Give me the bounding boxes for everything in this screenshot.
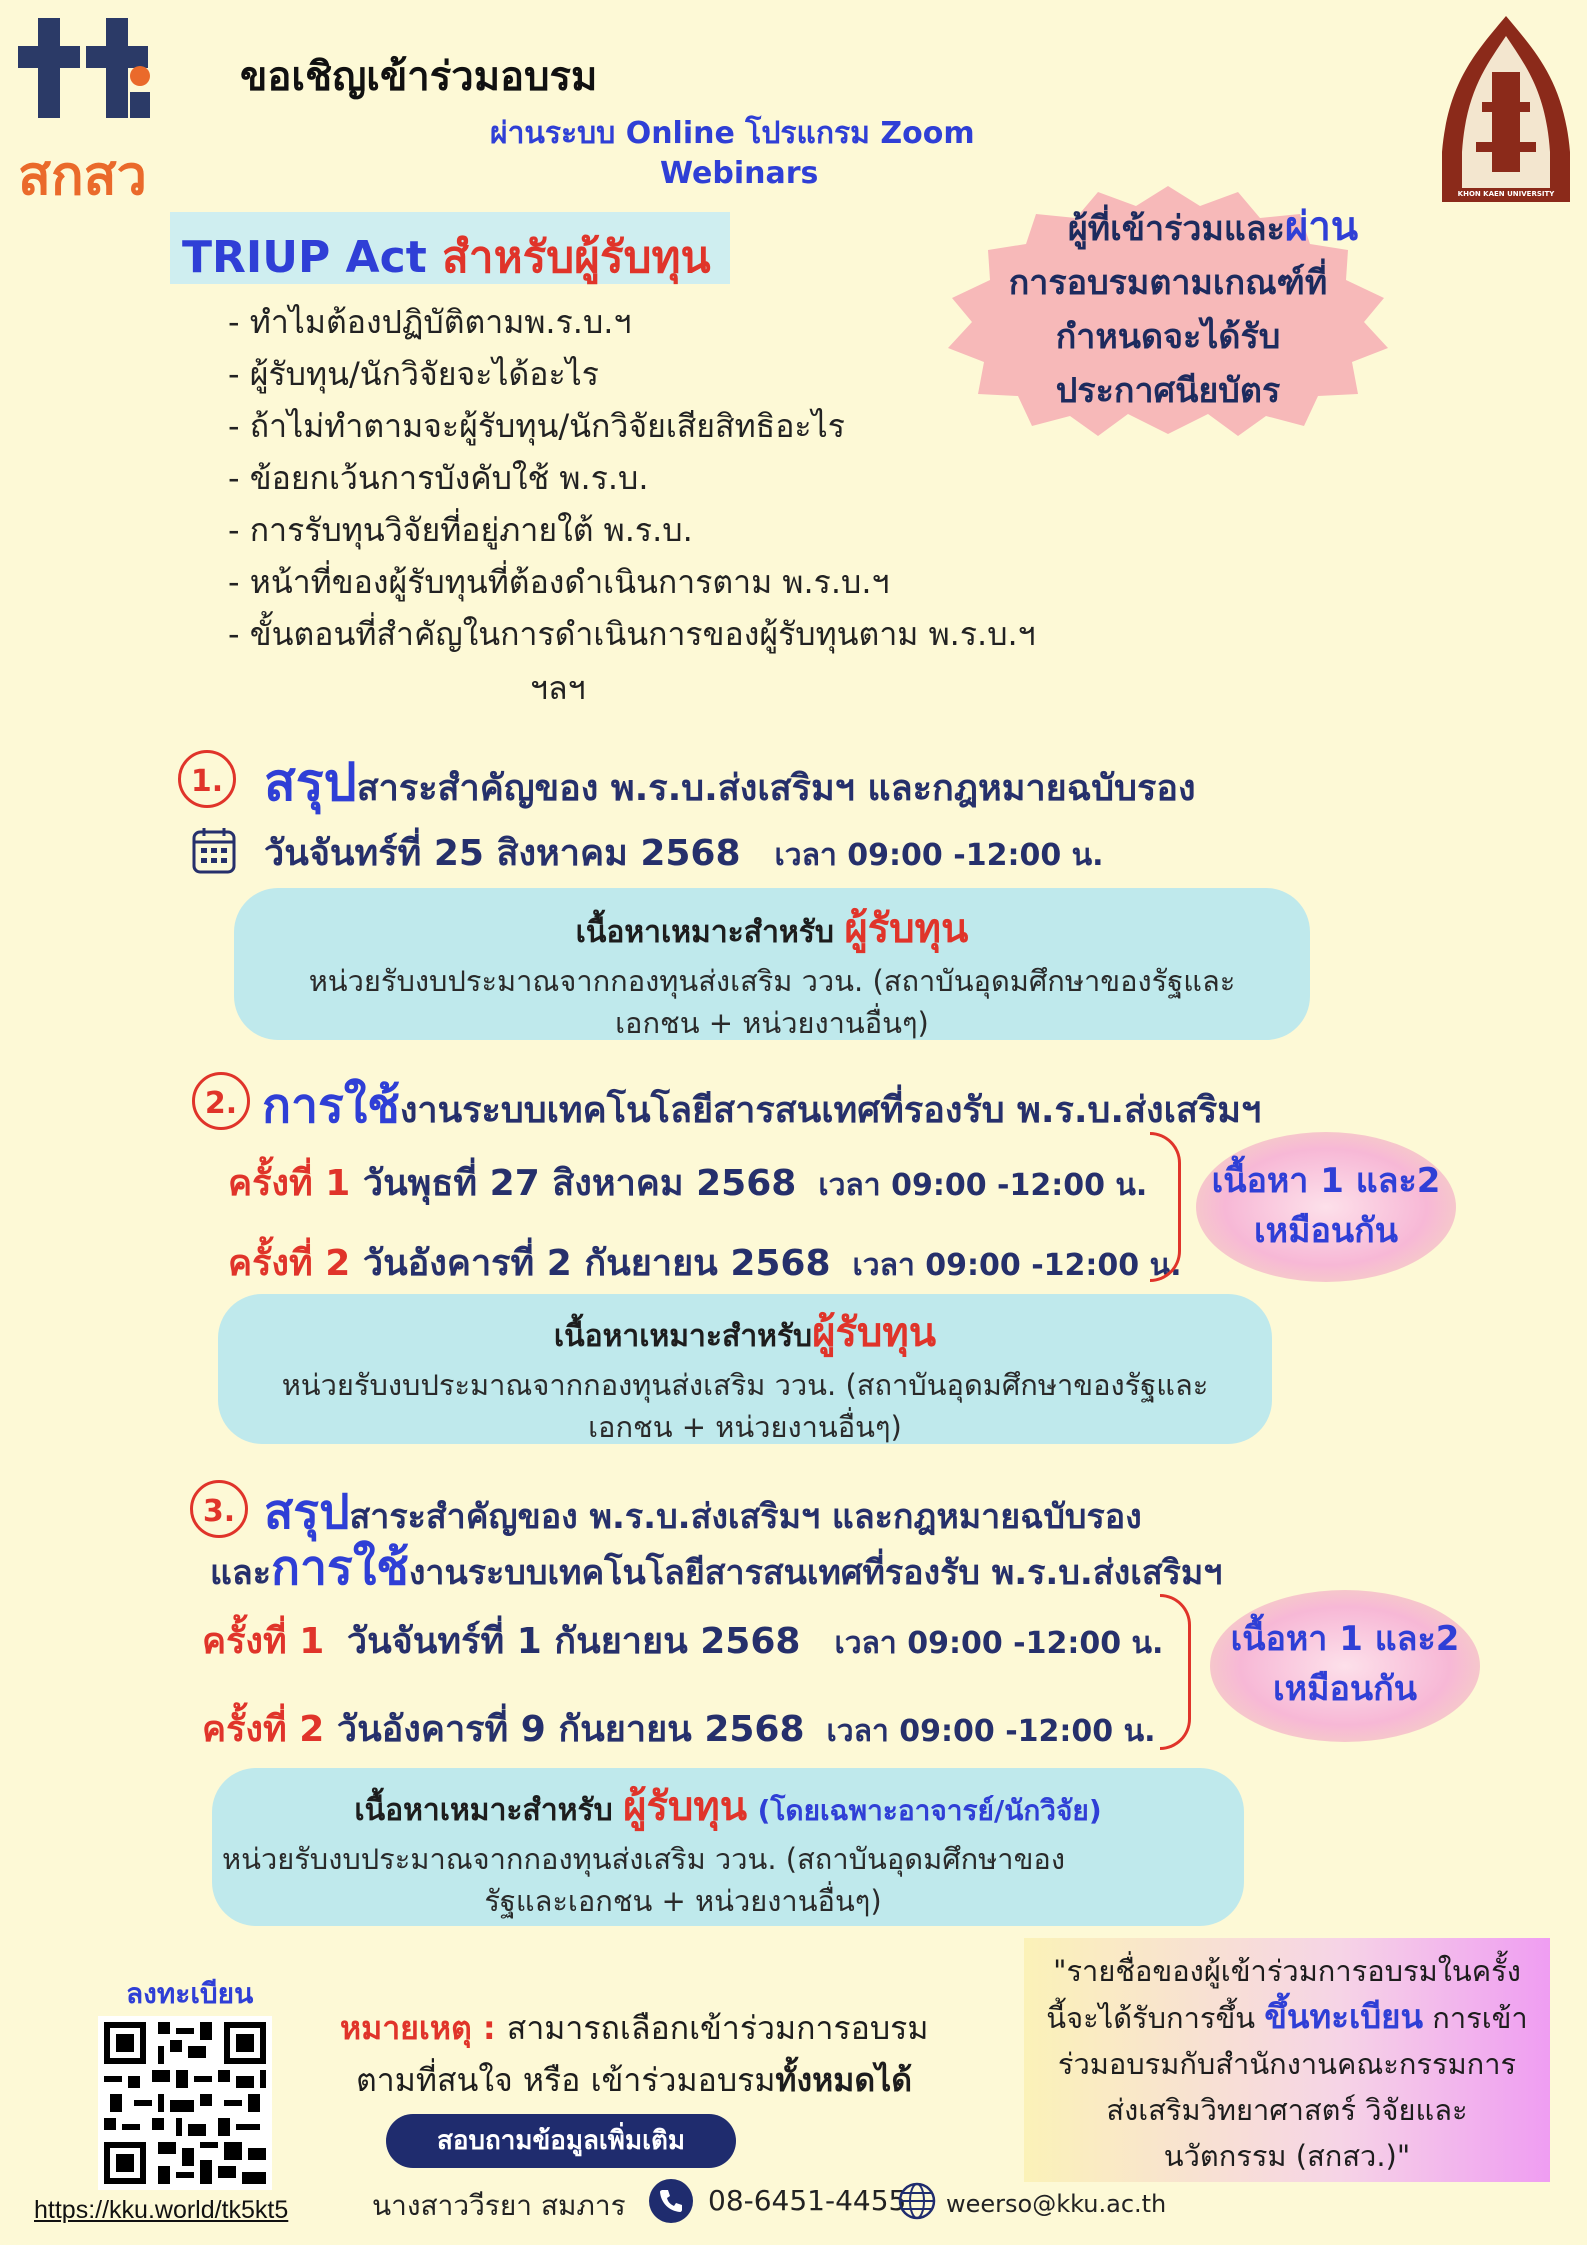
tsri-logo-icon xyxy=(18,18,188,138)
section-2-round-2-label: ครั้งที่ 2 xyxy=(228,1243,351,1284)
certificate-badge-text xyxy=(960,200,1376,418)
section-2-round-1-label: ครั้งที่ 1 xyxy=(228,1163,351,1204)
section-1-date: วันจันทร์ที่ 25 สิงหาคม 2568 xyxy=(264,833,741,874)
section-3-audience-note: (โดยเฉพาะอาจารย์/นักวิจัย) xyxy=(757,1794,1102,1827)
section-2-title-rest: งานระบบเทคโนโลยีสารสนเทศที่รองรับ พ.ร.บ.ส่งเสริมฯ xyxy=(399,1090,1262,1131)
registry-line-4: ส่งเสริมวิทยาศาสตร์ วิจัยและ xyxy=(1106,2093,1468,2127)
registry-line-2: นี้จะได้รับการขึ้น ขึ้นทะเบียน การเข้า xyxy=(1046,1997,1528,2036)
section-1-audience: ผู้รับทุน xyxy=(844,906,969,952)
section-3-round-2-date: วันอังคารที่ 9 กันยายน 2568 xyxy=(336,1709,805,1750)
section-3-round-2 xyxy=(202,1700,1156,1757)
certificate-line-3: กำหนดจะได้รับ xyxy=(1055,317,1281,357)
contact-phone[interactable]: 08-6451-4455 xyxy=(708,2184,907,2217)
section-3-round-2-label: ครั้งที่ 2 xyxy=(202,1709,325,1750)
section-2-round-1-time: เวลา 09:00 -12:00 น. xyxy=(818,1168,1148,1203)
section-3-round-1-date: วันจันทร์ที่ 1 กันยายน 2568 xyxy=(346,1621,801,1662)
topic-bullet: - ผู้รับทุน/นักวิจัยจะได้อะไร xyxy=(228,355,599,393)
topic-title xyxy=(182,222,711,292)
section-3-audience: ผู้รับทุน xyxy=(623,1784,748,1830)
page-subtitle-2: Webinars xyxy=(660,156,819,191)
contact-button[interactable]: สอบถามข้อมูลเพิ่มเติม xyxy=(386,2114,736,2168)
topic-bullet: - ขั้นตอนที่สำคัญในการดำเนินการของผู้รับทุนตาม พ.ร.บ.ฯ xyxy=(228,615,1036,653)
topic-title-funded: สำหรับผู้รับทุน xyxy=(442,232,711,283)
section-2-same-line-1: เนื้อหา 1 และ2 xyxy=(1211,1161,1441,1201)
section-1-desc-2: เอกชน + หน่วยงานอื่นๆ) xyxy=(615,1006,929,1040)
section-3-same-line-1: เนื้อหา 1 และ2 xyxy=(1230,1619,1460,1659)
section-2-audience-box xyxy=(218,1294,1272,1444)
section-2-title xyxy=(262,1068,1261,1144)
section-2-desc-2: เอกชน + หน่วยงานอื่นๆ) xyxy=(588,1410,902,1444)
section-3-title-big-2: การใช้ xyxy=(271,1540,409,1596)
section-3-number: 3. xyxy=(190,1480,248,1538)
section-2-brace xyxy=(1150,1132,1181,1282)
section-3-title-big-1: สรุป xyxy=(264,1484,350,1540)
section-1-audience-head: เนื้อหาเหมาะสำหรับ ผู้รับทุน xyxy=(575,906,969,952)
section-2-round-2 xyxy=(228,1234,1182,1291)
section-3-same-line-2: เหมือนกัน xyxy=(1273,1669,1417,1709)
section-1-number: 1. xyxy=(178,750,236,808)
topic-etc: ฯลฯ xyxy=(530,669,586,707)
certificate-line-1: ผู้ที่เข้าร่วมและผ่าน xyxy=(1067,204,1359,250)
section-1-session xyxy=(264,824,1104,881)
section-2-round-1 xyxy=(228,1154,1147,1211)
section-3-desc-1: หน่วยรับงบประมาณจากกองทุนส่งเสริม ววน. (สถาบันอุดมศึกษาของ xyxy=(222,1842,1065,1876)
section-3-round-2-time: เวลา 09:00 -12:00 น. xyxy=(826,1714,1156,1749)
registry-notice-text xyxy=(1024,1948,1550,2179)
section-3-audience-head: เนื้อหาเหมาะสำหรับ ผู้รับทุน (โดยเฉพาะอาจารย์/นักวิจัย) xyxy=(354,1784,1102,1830)
section-1-audience-box xyxy=(234,888,1310,1040)
tsri-logo xyxy=(18,18,188,208)
section-1-title-rest: สาระสำคัญของ พ.ร.บ.ส่งเสริมฯ และกฎหมายฉบับรอง xyxy=(356,768,1196,809)
section-3-audience-box xyxy=(212,1768,1244,1926)
topic-bullet: - ทำไมต้องปฏิบัติตามพ.ร.บ.ฯ xyxy=(228,303,632,341)
globe-icon xyxy=(898,2182,936,2220)
register-link[interactable]: https://kku.world/tk5kt5 xyxy=(34,2196,289,2224)
section-3-title-2 xyxy=(210,1530,1222,1606)
section-2-audience: ผู้รับทุน xyxy=(812,1310,937,1356)
topic-bullet: - การรับทุนวิจัยที่อยู่ภายใต้ พ.ร.บ. xyxy=(228,511,693,549)
note-line-1: หมายเหตุ : สามารถเลือกเข้าร่วมการอบรม xyxy=(340,2009,929,2047)
section-3-same-content-bubble xyxy=(1210,1590,1480,1742)
contact-email[interactable]: weerso@kku.ac.th xyxy=(946,2190,1167,2218)
section-3-round-1-label: ครั้งที่ 1 xyxy=(202,1621,325,1662)
contact-name: นางสาววีรยา สมภาร xyxy=(372,2189,626,2222)
section-2-number: 2. xyxy=(192,1072,250,1130)
register-label: ลงทะเบียน xyxy=(126,1977,254,2010)
section-1-desc-1: หน่วยรับงบประมาณจากกองทุนส่งเสริม ววน. (สถาบันอุดมศึกษาของรัฐและ xyxy=(308,964,1236,998)
note-line-2: ตามที่สนใจ หรือ เข้าร่วมอบรมทั้งหมดได้ xyxy=(356,2061,912,2099)
section-2-audience-head: เนื้อหาเหมาะสำหรับผู้รับทุน xyxy=(553,1310,937,1356)
page-title: ขอเชิญเข้าร่วมอบรม xyxy=(240,54,598,100)
section-1-time: เวลา 09:00 -12:00 น. xyxy=(774,838,1104,873)
section-3-title-prefix-2: และ xyxy=(210,1553,272,1593)
register-qr-code[interactable] xyxy=(98,2016,272,2190)
note-label: หมายเหตุ : xyxy=(340,2009,507,2047)
calendar-icon xyxy=(192,826,236,874)
certificate-line-2: การอบรมตามเกณฑ์ที่ xyxy=(1008,263,1328,303)
section-2-same-content-bubble xyxy=(1196,1132,1456,1282)
section-2-round-1-date: วันพุธที่ 27 สิงหาคม 2568 xyxy=(362,1163,797,1204)
section-1-title-big: สรุป xyxy=(264,753,357,813)
kku-emblem-icon xyxy=(1436,12,1576,212)
section-3-title-rest-2: งานระบบเทคโนโลยีสารสนเทศที่รองรับ พ.ร.บ.ส่งเสริมฯ xyxy=(408,1553,1223,1593)
section-2-round-2-time: เวลา 09:00 -12:00 น. xyxy=(852,1248,1182,1283)
topic-bullet: - ข้อยกเว้นการบังคับใช้ พ.ร.บ. xyxy=(228,459,649,497)
registry-line-1: "รายชื่อของผู้เข้าร่วมการอบรมในครั้ง xyxy=(1053,1954,1521,1988)
section-2-round-2-date: วันอังคารที่ 2 กันยายน 2568 xyxy=(362,1243,831,1284)
topic-bullets xyxy=(228,296,1036,660)
qr-code-icon xyxy=(98,2016,272,2190)
topic-bullet: - หน้าที่ของผู้รับทุนที่ต้องดำเนินการตาม พ.ร.บ.ฯ xyxy=(228,563,890,601)
registry-line-5: นวัตกรรม (สกสว.)" xyxy=(1163,2139,1411,2173)
section-3-desc-2: รัฐและเอกชน + หน่วยงานอื่นๆ) xyxy=(484,1884,882,1918)
kku-logo-caption: KHON KAEN UNIVERSITY xyxy=(1457,190,1555,198)
note xyxy=(340,2002,928,2106)
section-3-round-1 xyxy=(202,1612,1163,1669)
topic-bullet: - ถ้าไม่ทำตามจะผู้รับทุน/นักวิจัยเสียสิทธิอะไร xyxy=(228,407,845,445)
section-3-brace xyxy=(1160,1594,1191,1750)
topic-title-triup: TRIUP Act xyxy=(182,232,443,283)
section-1-title xyxy=(264,740,1196,823)
tsri-logo-text: สกสว xyxy=(18,144,147,207)
section-2-title-big: การใช้ xyxy=(262,1078,400,1134)
kku-logo xyxy=(1436,12,1576,212)
section-2-desc-1: หน่วยรับงบประมาณจากกองทุนส่งเสริม ววน. (สถาบันอุดมศึกษาของรัฐและ xyxy=(281,1368,1209,1402)
section-3-title-rest-1: สาระสำคัญของ พ.ร.บ.ส่งเสริมฯ และกฎหมายฉบับรอง xyxy=(349,1497,1142,1537)
section-2-same-line-2: เหมือนกัน xyxy=(1254,1211,1398,1251)
certificate-line-4: ประกาศนียบัตร xyxy=(1055,371,1281,411)
section-3-round-1-time: เวลา 09:00 -12:00 น. xyxy=(834,1626,1164,1661)
registry-line-3: ร่วมอบรมกับสำนักงานคณะกรรมการ xyxy=(1057,2047,1517,2081)
page-subtitle-1: ผ่านระบบ Online โปรแกรม Zoom xyxy=(490,116,975,151)
phone-icon xyxy=(648,2178,694,2224)
